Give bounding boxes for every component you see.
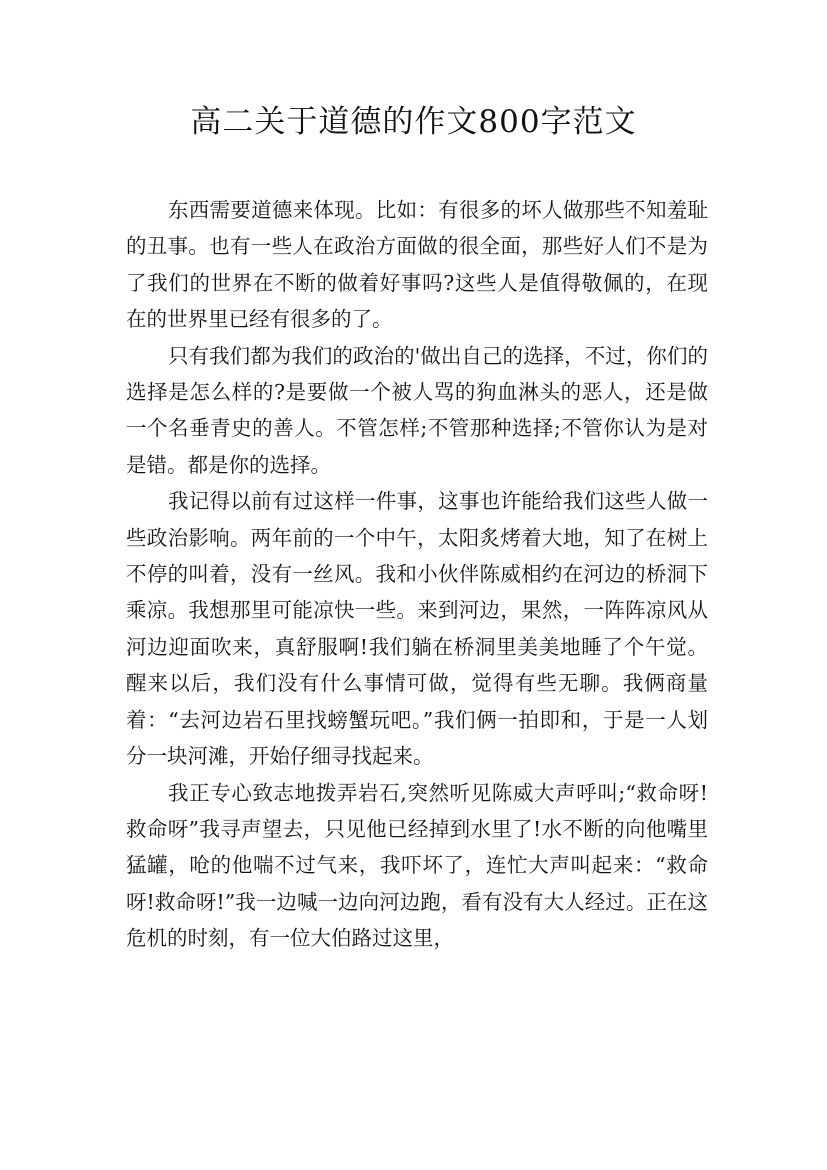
document-title: 高二关于道德的作文800字范文 — [190, 104, 637, 140]
paragraph-3: 我记得以前有过这样一件事，这事也许能给我们这些人做一些政治影响。两年前的一个中午，太阳炙烤着大地，知了在树上不停的叫着，没有一丝风。我和小伙伴陈威相约在河边的桥洞下乘凉。我想那里可能凉快一些。来到河边，果然，一阵阵凉风从河边迎面吹来，真舒服啊!我们躺在桥洞里美美地睡了个午觉。醒来以后，我们没有什么事情可做，觉得有些无聊。我俩商量着：“去河边岩石里找螃蟹玩吧。”我们俩一拍即和，于是一人划分一块河滩，开始仔细寻找起来。 — [126, 489, 708, 769]
paragraph-4: 我正专心致志地拨弄岩石,突然听见陈威大声呼叫;“救命呀!救命呀”我寻声望去，只见他已经掉到水里了!水不断的向他嘴里猛罐，呛的他喘不过气来，我吓坏了，连忙大声叫起来：“救命呀!救命呀!”我一边喊一边向河边跑，看有没有大人经过。正在这危机的时刻，有一位大伯路过这里， — [126, 780, 708, 951]
paragraph-1: 东西需要道德来体现。比如：有很多的坏人做那些不知羞耻的丑事。也有一些人在政治方面做的很全面，那些好人们不是为了我们的世界在不断的做着好事吗?这些人是值得敬佩的，在现在的世界里已经有很多的了。 — [126, 198, 708, 332]
document-body — [126, 192, 708, 957]
paragraph-2: 只有我们都为我们的政治的'做出自己的选择，不过，你们的选择是怎么样的?是要做一个被人骂的狗血淋头的恶人，还是做一个名垂青史的善人。不管怎样;不管那种选择;不管你认为是对是错。都是你的选择。 — [126, 343, 708, 477]
